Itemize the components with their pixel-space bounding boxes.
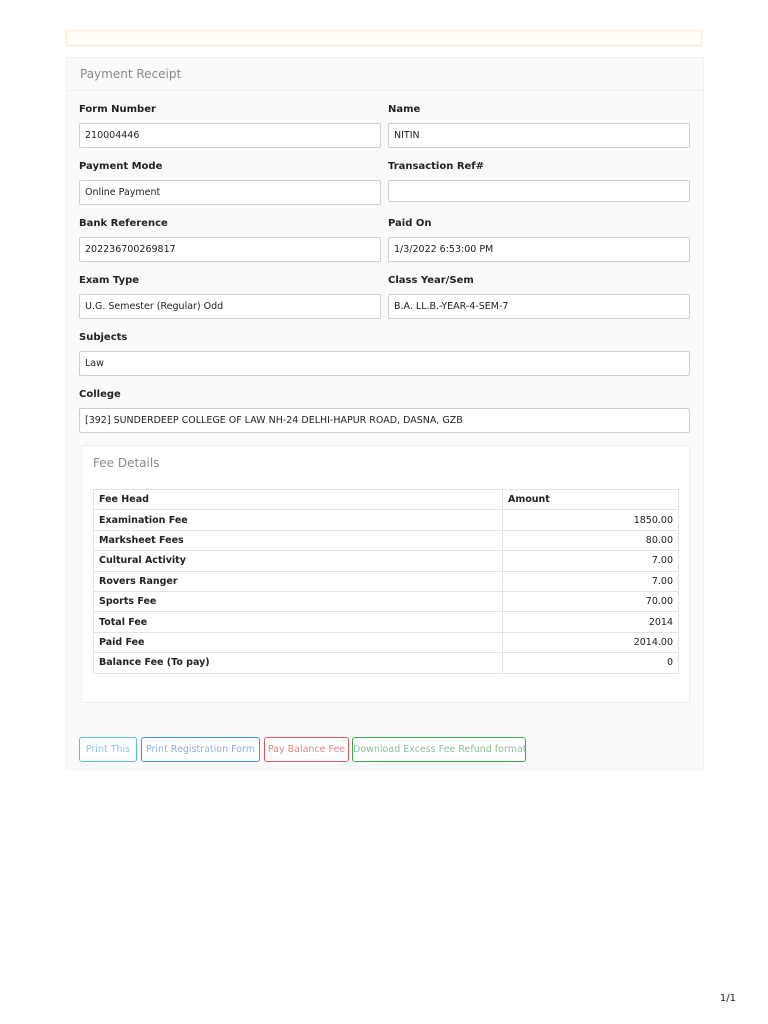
amount-cell: 7.00 (503, 551, 679, 571)
exam-type-field[interactable]: U.G. Semester (Regular) Odd (79, 294, 381, 319)
amount-cell: 7.00 (503, 571, 679, 591)
paid-on-label: Paid On (388, 218, 432, 229)
fee-head-cell: Cultural Activity (94, 551, 503, 571)
amount-cell: 0 (503, 653, 679, 673)
bank-reference-field[interactable]: 202236700269817 (79, 237, 381, 262)
fee-table-header (94, 490, 679, 510)
alert-banner (66, 30, 702, 46)
amount-cell: 2014.00 (503, 632, 679, 652)
pay-balance-fee-button[interactable]: Pay Balance Fee (264, 737, 349, 762)
class-year-sem-field[interactable]: B.A. LL.B.-YEAR-4-SEM-7 (388, 294, 690, 319)
fee-head-cell: Marksheet Fees (94, 530, 503, 550)
fee-table (93, 489, 679, 674)
print-registration-form-button[interactable]: Print Registration Form (141, 737, 260, 762)
transaction-ref-label: Transaction Ref# (388, 161, 485, 172)
fee-head-cell: Sports Fee (94, 591, 503, 611)
amount-cell: 70.00 (503, 591, 679, 611)
payment-mode-label: Payment Mode (79, 161, 163, 172)
subjects-label: Subjects (79, 332, 128, 343)
table-row (94, 612, 679, 632)
fee-head-cell: Balance Fee (To pay) (94, 653, 503, 673)
fee-head-cell: Examination Fee (94, 510, 503, 530)
table-row (94, 591, 679, 611)
exam-type-label: Exam Type (79, 275, 140, 286)
class-year-sem-label: Class Year/Sem (388, 275, 474, 286)
table-row (94, 653, 679, 673)
table-row (94, 632, 679, 652)
table-row (94, 571, 679, 591)
download-refund-format-button[interactable]: Download Excess Fee Refund format (352, 737, 526, 762)
fee-head-cell: Rovers Ranger (94, 571, 503, 591)
fee-head-cell: Paid Fee (94, 632, 503, 652)
print-this-button[interactable]: Print This (79, 737, 137, 762)
amount-cell: 2014 (503, 612, 679, 632)
name-field[interactable]: NITIN (388, 123, 690, 148)
amount-cell: 80.00 (503, 530, 679, 550)
form-number-field[interactable]: 210004446 (79, 123, 381, 148)
payment-mode-field[interactable]: Online Payment (79, 180, 381, 205)
panel-heading (67, 58, 703, 91)
transaction-ref-field[interactable] (388, 180, 690, 202)
college-field[interactable]: [392] SUNDERDEEP COLLEGE OF LAW NH-24 DELHI-HAPUR ROAD, DASNA, GZB (79, 408, 690, 433)
college-label: College (79, 389, 121, 400)
fee-head-cell: Total Fee (94, 612, 503, 632)
table-row (94, 510, 679, 530)
fee-details-panel (81, 445, 690, 703)
subjects-field[interactable]: Law (79, 351, 690, 376)
name-label: Name (388, 104, 421, 115)
amount-cell: 1850.00 (503, 510, 679, 530)
table-row (94, 551, 679, 571)
page-indicator: 1/1 (719, 993, 736, 1004)
fee-details-title: Fee Details (93, 456, 160, 470)
panel-title: Payment Receipt (80, 67, 182, 81)
paid-on-field[interactable]: 1/3/2022 6:53:00 PM (388, 237, 690, 262)
table-row (94, 530, 679, 550)
fee-head-column-header: Fee Head (94, 490, 503, 510)
form-number-label: Form Number (79, 104, 156, 115)
amount-column-header: Amount (503, 490, 679, 510)
bank-reference-label: Bank Reference (79, 218, 168, 229)
